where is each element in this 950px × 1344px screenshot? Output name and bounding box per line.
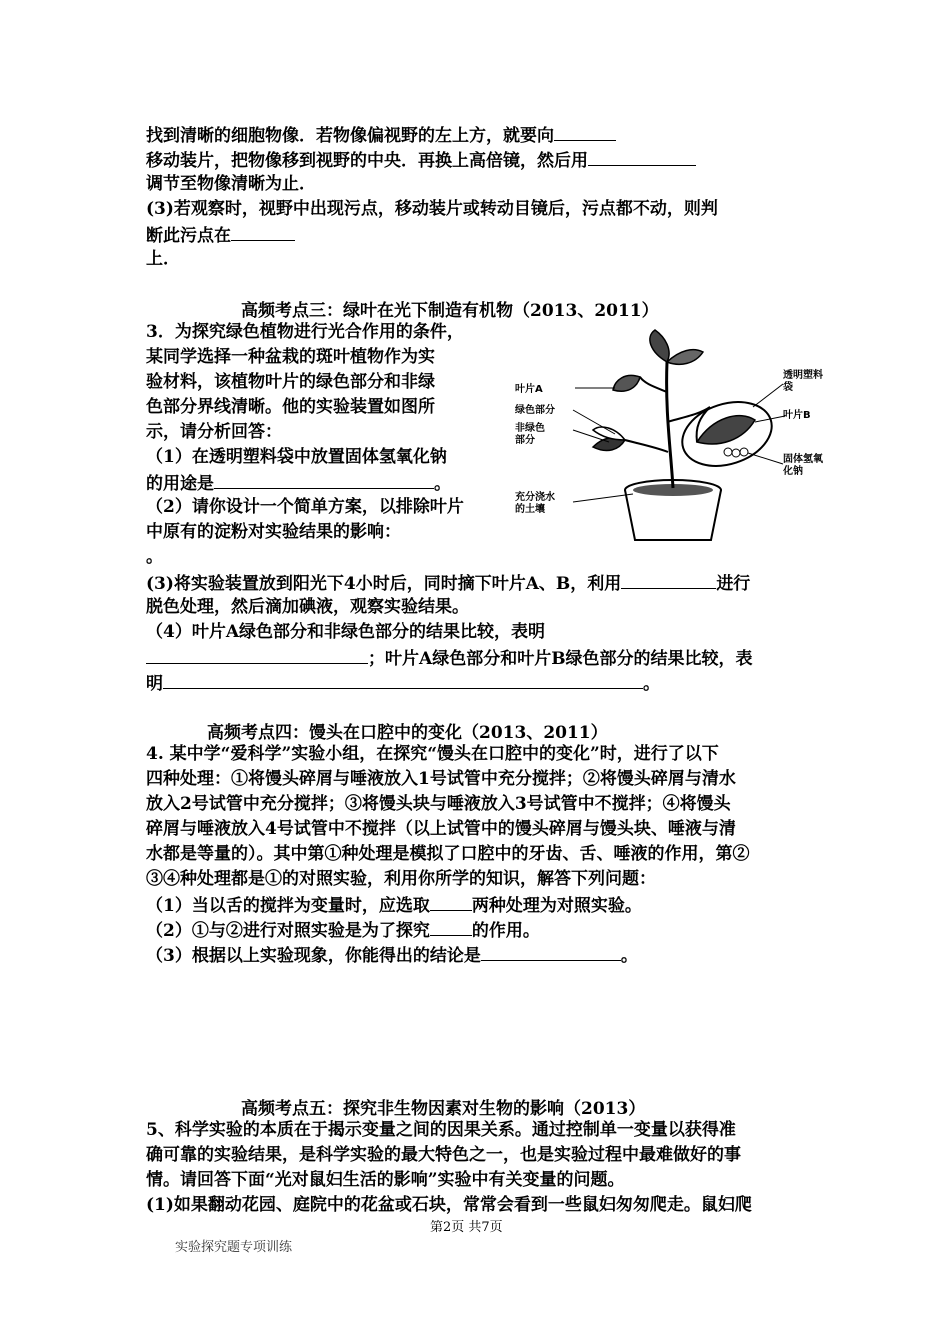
s4-line1: 4. 某中学“爱科学”实验小组，在探究“馒头在口腔中的变化”时，进行了以下	[146, 744, 719, 764]
s3-line6: （1）在透明塑料袋中放置固体氢氧化钠	[146, 447, 447, 467]
s4-line2: 四种处理：①将馒头碎屑与唾液放入1号试管中充分搅拌；②将馒头碎屑与清水	[146, 769, 736, 789]
label-naoh-2: 化钠	[783, 466, 803, 477]
label-soil-1: 充分浇水	[515, 492, 555, 503]
s4-line8: （2）①与②进行对照实验是为了探究 的作用。	[146, 917, 540, 943]
q2-line6: 上．	[146, 249, 180, 269]
answer-blank[interactable]	[430, 917, 472, 936]
q2-line5: 断此污点在	[146, 222, 295, 248]
q2-line1: 找到清晰的细胞物像．若物像偏视野的左上方，就要向	[146, 122, 616, 148]
answer-blank[interactable]	[163, 670, 643, 689]
answer-blank[interactable]	[588, 147, 696, 166]
s3-line7: 的用途是 。	[146, 470, 451, 496]
answer-blank[interactable]	[231, 222, 295, 241]
answer-blank[interactable]	[146, 645, 368, 664]
s3-line2: 某同学选择一种盆栽的斑叶植物作为实	[146, 347, 435, 367]
s3-line13: （4）叶片A绿色部分和非绿色部分的结果比较，表明	[146, 622, 546, 642]
label-naoh-1: 固体氢氧	[783, 454, 823, 465]
q2-line3: 调节至物像清晰为止．	[146, 174, 316, 194]
label-leaf-a: 叶片A	[515, 384, 543, 395]
s3-line11: (3)将实验装置放到阳光下4小时后，同时摘下叶片A、B，利用 进行	[146, 570, 750, 596]
s4-line4: 碎屑与唾液放入4号试管中不搅拌（以上试管中的馒头碎屑与馒头块、唾液与清	[146, 819, 736, 839]
s3-line5: 示，请分析回答：	[146, 422, 282, 442]
s4-line6: ③④种处理都是①的对照实验，利用你所学的知识，解答下列问题：	[146, 869, 656, 889]
s3-line3: 验材料，该植物叶片的绿色部分和非绿	[146, 372, 435, 392]
s4-line7: （1）当以舌的搅拌为变量时，应选取 两种处理为对照实验。	[146, 892, 642, 918]
s4-line9: （3）根据以上实验现象，你能得出的结论是 。	[146, 942, 638, 968]
answer-blank[interactable]	[481, 942, 621, 961]
s5-line1: 5、科学实验的本质在于揭示变量之间的因果关系。通过控制单一变量以获得准	[146, 1120, 736, 1140]
s3-line14: ；叶片A绿色部分和叶片B绿色部分的结果比较，表	[146, 645, 753, 671]
s4-line5: 水都是等量的）。其中第①种处理是模拟了口腔中的牙齿、舌、唾液的作用，第②	[146, 844, 750, 864]
label-nongreen-2: 部分	[515, 435, 535, 446]
page-number: 第2页 共7页	[430, 1220, 503, 1235]
footer-title: 实验探究题专项训练	[175, 1240, 293, 1255]
s3-line4: 色部分界线清晰。他的实验装置如图所	[146, 397, 435, 417]
answer-blank[interactable]	[554, 122, 616, 141]
s3-line10: 。	[146, 547, 163, 567]
s5-line4: (1)如果翻动花园、庭院中的花盆或石块，常常会看到一些鼠妇匆匆爬走。鼠妇爬	[146, 1195, 752, 1215]
answer-blank[interactable]	[214, 470, 434, 489]
q2-line4: (3)若观察时，视野中出现污点，移动装片或转动目镜后，污点都不动，则判	[146, 199, 718, 219]
label-soil-2: 的土壤	[515, 504, 545, 515]
label-bag-2: 袋	[783, 382, 793, 393]
q2-line2: 移动装片，把物像移到视野的中央．再换上高倍镜，然后用	[146, 147, 696, 173]
label-green-part: 绿色部分	[515, 405, 555, 416]
label-bag-1: 透明塑料	[783, 370, 823, 381]
s5-line3: 情。请回答下面“光对鼠妇生活的影响”实验中有关变量的问题。	[146, 1170, 625, 1190]
s3-line12: 脱色处理，然后滴加碘液，观察实验结果。	[146, 597, 469, 617]
label-nongreen-1: 非绿色	[515, 423, 545, 434]
s3-line15: 明 。	[146, 670, 660, 696]
answer-blank[interactable]	[621, 570, 716, 589]
answer-blank[interactable]	[430, 892, 472, 911]
section4-heading: 高频考点四：馒头在口腔中的变化（2013、2011）	[207, 723, 608, 743]
s3-line9: 中原有的淀粉对实验结果的影响：	[146, 522, 401, 542]
plant-experiment-figure	[515, 322, 823, 550]
section5-heading: 高频考点五：探究非生物因素对生物的影响（2013）	[241, 1099, 646, 1119]
s4-line3: 放入2号试管中充分搅拌；③将馒头块与唾液放入3号试管中不搅拌；④将馒头	[146, 794, 731, 814]
s3-line8: （2）请你设计一个简单方案，以排除叶片	[146, 497, 464, 517]
s3-line1: 3．为探究绿色植物进行光合作用的条件，	[146, 322, 464, 342]
section3-heading: 高频考点三：绿叶在光下制造有机物（2013、2011）	[241, 301, 659, 321]
s5-line2: 确可靠的实验结果，是科学实验的最大特色之一，也是实验过程中最难做好的事	[146, 1145, 741, 1165]
label-leaf-b: 叶片B	[783, 410, 811, 421]
